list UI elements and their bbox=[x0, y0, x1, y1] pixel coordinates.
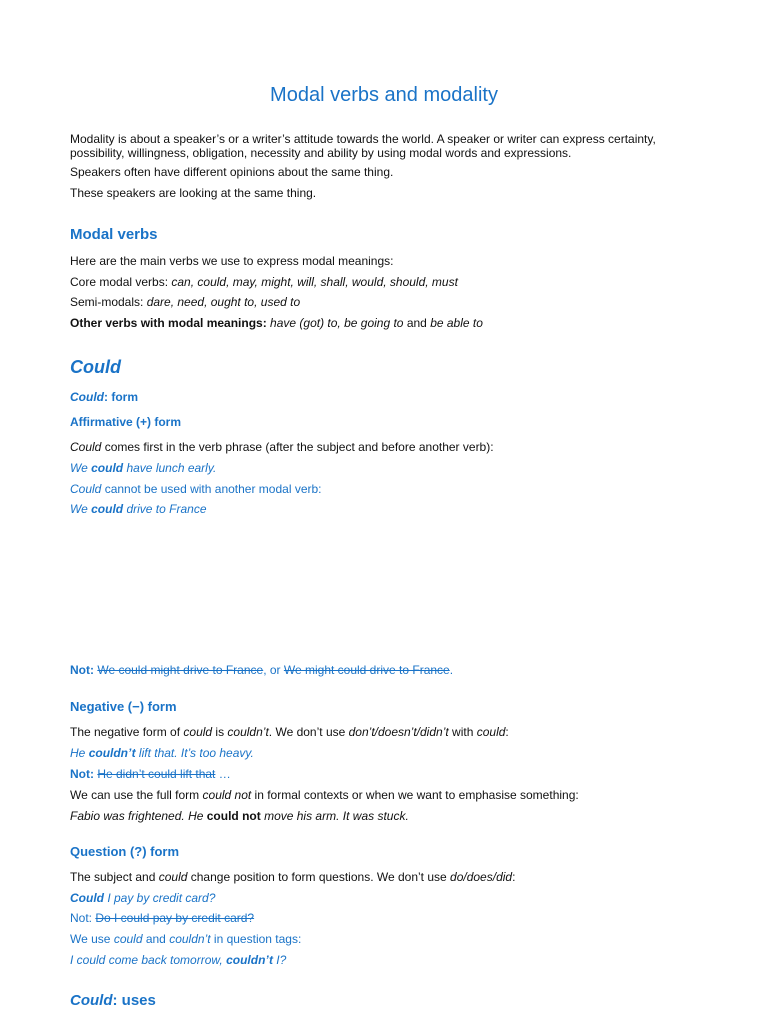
could-uses-rest: : uses bbox=[112, 992, 156, 1009]
could-form-heading bbox=[70, 390, 728, 404]
negative-rule-e: . We don’t use bbox=[268, 725, 349, 739]
drive-example bbox=[70, 502, 728, 516]
affirmative-heading: Affirmative (+) form bbox=[70, 415, 182, 429]
affirmative-rule bbox=[70, 440, 728, 454]
other-verbs-line bbox=[70, 316, 728, 330]
negative-example-c: lift that. It’s too heavy. bbox=[135, 746, 254, 760]
question-not-label: Not: bbox=[70, 911, 96, 925]
period: . bbox=[449, 663, 454, 677]
question-tag-example-c: I? bbox=[272, 953, 287, 967]
could-form-word: Could bbox=[70, 390, 104, 404]
question-rule-b: could bbox=[158, 870, 188, 884]
negative-rule-a: The negative form of bbox=[70, 725, 184, 739]
negative-ellipsis: … bbox=[215, 767, 231, 781]
negative-rule bbox=[70, 725, 728, 739]
negative-example-a: He bbox=[70, 746, 89, 760]
affirmative-example-a: We bbox=[70, 461, 92, 475]
semi-modals-line bbox=[70, 295, 728, 309]
could-form-rest: : form bbox=[104, 390, 138, 404]
semi-modals-label: Semi-modals: bbox=[70, 295, 147, 309]
semi-modals-list: dare, need, ought to, used to bbox=[146, 295, 301, 309]
question-tags-e: in question tags: bbox=[210, 932, 302, 946]
question-heading: Question (?) form bbox=[70, 844, 180, 859]
full-form-rule-c: in formal contexts or when we want to emphasise something: bbox=[251, 788, 579, 802]
question-example-a: Could bbox=[70, 891, 104, 905]
negative-rule-d: couldn’t bbox=[227, 725, 269, 739]
question-tags-c: and bbox=[142, 932, 170, 946]
question-example bbox=[70, 891, 728, 905]
could-heading: Could bbox=[70, 357, 121, 377]
not-double-modal-line bbox=[70, 663, 728, 677]
question-tag-example-b: couldn’t bbox=[226, 953, 273, 967]
not-label: Not: bbox=[70, 663, 98, 677]
question-rule bbox=[70, 870, 728, 884]
negative-rule-h: could bbox=[476, 725, 506, 739]
negative-example-b: couldn’t bbox=[88, 746, 136, 760]
question-tags-a: We use bbox=[70, 932, 114, 946]
modal-verbs-heading: Modal verbs bbox=[70, 226, 158, 243]
modal-verbs-intro: Here are the main verbs we use to express modal meanings: bbox=[70, 254, 394, 268]
other-verbs-and: and bbox=[403, 316, 431, 330]
intro-same-thing: These speakers are looking at the same thing. bbox=[70, 186, 317, 200]
drive-example-b: could bbox=[91, 502, 124, 516]
negative-rule-c: is bbox=[212, 725, 228, 739]
question-tag-example bbox=[70, 953, 728, 967]
question-not-line bbox=[70, 911, 728, 925]
core-modals-list: can, could, may, might, will, shall, would, should, must bbox=[171, 275, 458, 289]
negative-not-label: Not: bbox=[70, 767, 98, 781]
negative-rule-g: with bbox=[448, 725, 477, 739]
drive-example-c: drive to France bbox=[123, 502, 207, 516]
question-tags-rule bbox=[70, 932, 728, 946]
affirmative-rule-word: Could bbox=[70, 440, 102, 454]
negative-example bbox=[70, 746, 728, 760]
question-rule-a: The subject and bbox=[70, 870, 159, 884]
full-form-rule-a: We can use the full form bbox=[70, 788, 203, 802]
core-modals-label: Core modal verbs: bbox=[70, 275, 172, 289]
question-rule-d: do/does/did bbox=[450, 870, 513, 884]
negative-not-line bbox=[70, 767, 728, 781]
intro-opinions: Speakers often have different opinions about the same thing. bbox=[70, 165, 394, 179]
question-example-b: I pay by credit card? bbox=[104, 891, 216, 905]
affirmative-example-c: have lunch early. bbox=[123, 461, 217, 475]
affirmative-example bbox=[70, 461, 728, 475]
question-incorrect-example: Do I could pay by credit card? bbox=[95, 911, 255, 925]
could-uses-word: Could bbox=[70, 992, 113, 1009]
negative-rule-f: don’t/doesn’t/didn’t bbox=[348, 725, 449, 739]
question-tags-d: couldn’t bbox=[169, 932, 211, 946]
full-form-example-a: Fabio was frightened. He bbox=[70, 809, 207, 823]
full-form-rule-b: could not bbox=[202, 788, 252, 802]
full-form-rule bbox=[70, 788, 728, 802]
no-double-modal-word: Could bbox=[70, 482, 102, 496]
drive-example-a: We bbox=[70, 502, 92, 516]
full-form-example-b: could not bbox=[206, 809, 261, 823]
incorrect-example-2: We might could drive to France bbox=[283, 663, 450, 677]
negative-rule-b: could bbox=[183, 725, 213, 739]
page-title: Modal verbs and modality bbox=[270, 84, 498, 106]
or-text: , or bbox=[263, 663, 284, 677]
negative-heading: Negative (−) form bbox=[70, 699, 177, 714]
negative-rule-i: : bbox=[505, 725, 509, 739]
question-rule-c: change position to form questions. We don’t use bbox=[187, 870, 451, 884]
core-modals-line bbox=[70, 275, 728, 289]
question-tag-example-a: I could come back tomorrow, bbox=[70, 953, 227, 967]
question-rule-e: : bbox=[512, 870, 516, 884]
full-form-example bbox=[70, 809, 728, 823]
affirmative-rule-rest: comes first in the verb phrase (after the subject and before another verb): bbox=[101, 440, 494, 454]
full-form-example-c: move his arm. It was stuck. bbox=[260, 809, 409, 823]
other-verbs-a: have (got) to, be going to bbox=[270, 316, 404, 330]
negative-incorrect-example: He didn’t could lift that bbox=[97, 767, 216, 781]
intro-paragraph: Modality is about a speaker’s or a writer’s attitude towards the world. A speaker or writer can express certainty, possibility, willingness, obligation, necessity and ability by using modal words and expressions. bbox=[70, 132, 656, 160]
other-verbs-label: Other verbs with modal meanings: bbox=[70, 316, 271, 330]
could-uses-heading bbox=[70, 992, 728, 1009]
incorrect-example-1: We could might drive to France bbox=[97, 663, 264, 677]
no-double-modal-rule bbox=[70, 482, 728, 496]
no-double-modal-rest: cannot be used with another modal verb: bbox=[101, 482, 322, 496]
affirmative-example-b: could bbox=[91, 461, 124, 475]
other-verbs-b: be able to bbox=[430, 316, 483, 330]
question-tags-b: could bbox=[113, 932, 143, 946]
